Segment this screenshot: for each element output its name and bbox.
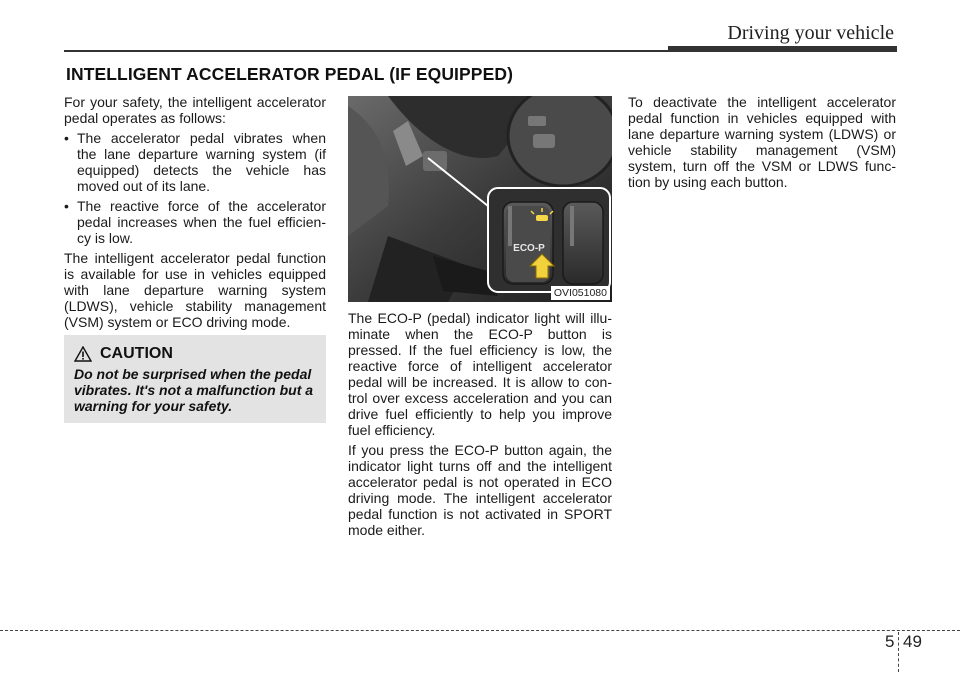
section-heading: INTELLIGENT ACCELERATOR PEDAL (IF EQUIPPED): [66, 64, 514, 84]
deactivate-paragraph: To deactivate the intelligent accelerator pedal function in vehicles equipped with lane departure warning system (LDWS) or vehicle stability management (VSM) system, turn off the VSM or LDWS func-tion by using each button.: [628, 94, 896, 190]
availability-paragraph: The intelligent accelerator pedal function is available for use in vehicles equipped with lane departure warning system (LDWS), vehicle stability management (VSM) system or ECO driving mode.: [64, 250, 326, 330]
chapter-number: 5: [885, 632, 895, 651]
header-rule-thick: [668, 46, 897, 52]
column-right: [628, 94, 896, 194]
caution-text: Do not be surprised when the pedal vibrates. It's not a malfunction but a warning for your safety.: [74, 366, 314, 414]
list-item: • The accelerator pedal vibrates when the lane departure warning system (if equipped) detects the vehicle has moved out of its lane.: [64, 130, 326, 194]
figure-code: OVI051080: [551, 286, 610, 300]
page-number: 49: [903, 632, 922, 651]
caution-header: [74, 345, 173, 363]
dashboard-illustration: [348, 96, 612, 302]
column-middle: [348, 310, 612, 542]
indicator-paragraph: The ECO-P (pedal) indicator light will illu-minate when the ECO-P button is pressed. If the fuel efficiency is low, the reactive force of intelligent accelerator pedal will be increased. It is allow to con-trol over excess acceleration and you can drive fuel efficiently to help you improve fuel efficiency.: [348, 310, 612, 438]
warning-triangle-icon: [74, 346, 92, 362]
intro-paragraph: For your safety, the intelligent accelerator pedal operates as follows:: [64, 94, 326, 126]
caution-heading: CAUTION: [100, 345, 173, 362]
list-item: • The reactive force of the accelerator pedal increases when the fuel efficien-cy is low.: [64, 198, 326, 246]
column-left: [64, 94, 326, 334]
footer-rule: [0, 630, 960, 631]
page-separator: [898, 632, 899, 672]
operation-list: [64, 130, 326, 246]
eco-p-button-label: ECO-P: [513, 243, 545, 254]
deactivation-paragraph: If you press the ECO-P button again, the indicator light turns off and the intelligent accelerator pedal is not operated in ECO driving mode. The intelligent accelerator pedal function is not activated in SPORT mode either.: [348, 442, 612, 538]
header-title: Driving your vehicle: [727, 22, 894, 44]
caution-box: [64, 335, 326, 423]
dashboard-figure: [348, 96, 612, 302]
